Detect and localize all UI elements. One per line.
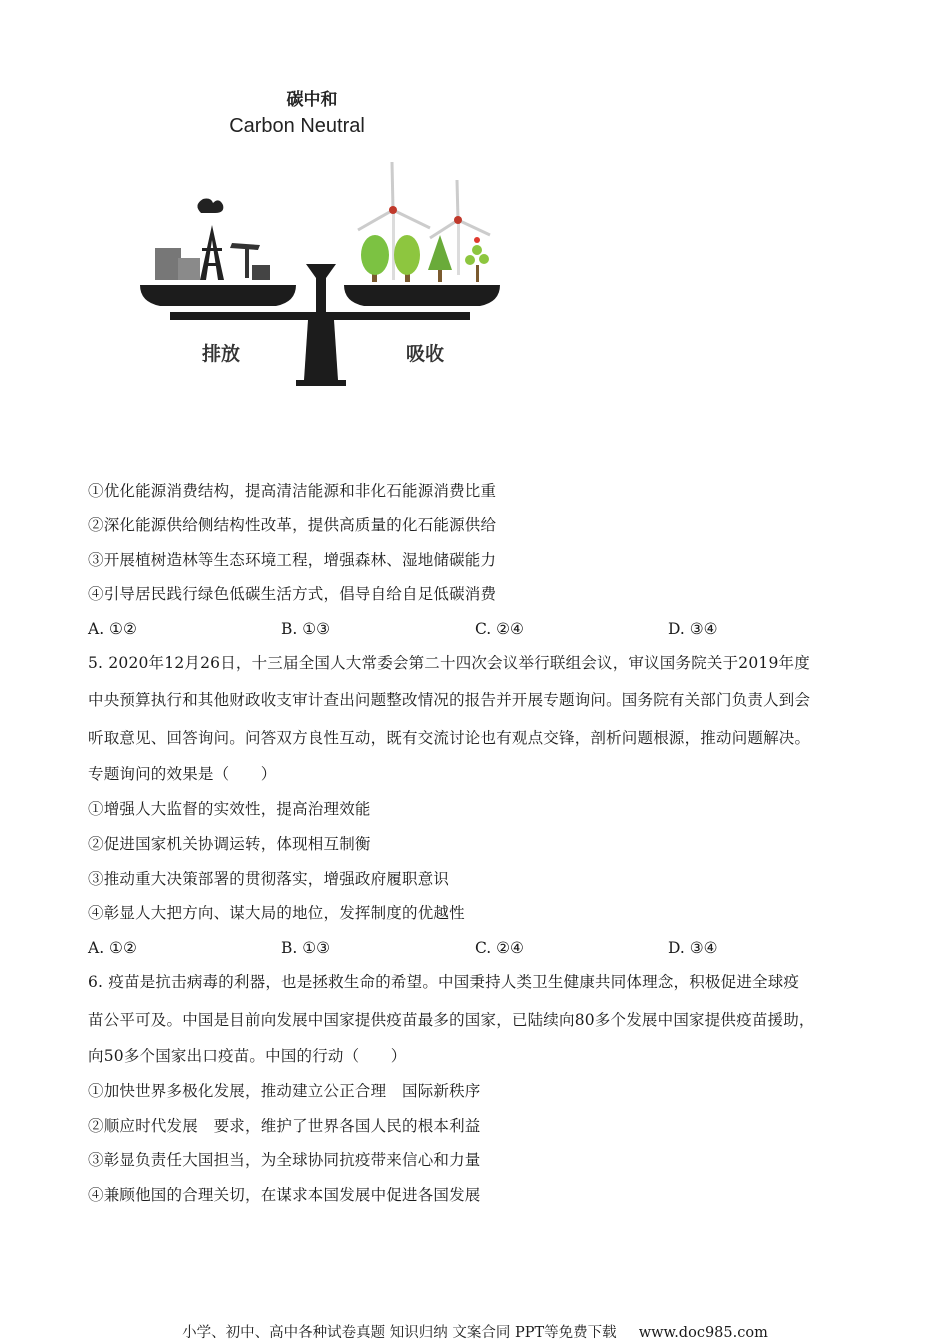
statement-item: ③推动重大决策部署的贯彻落实，增强政府履职意识 — [88, 870, 450, 888]
choice-a: A. ①② — [88, 620, 137, 638]
statement-item: ③开展植树造林等生态环境工程，增强森林、湿地储碳能力 — [88, 551, 497, 569]
question-5-stem: 5. 2020年12月26日，十三届全国人大常委会第二十四次会议举行联组会议，审议国务院关于2019年度 — [88, 654, 810, 672]
choice-d: D. ③④ — [668, 939, 718, 957]
choice-b: B. ①③ — [281, 939, 331, 957]
footer-text: 小学、初中、高中各种试卷真题 知识归纳 文案合同 PPT等免费下载 — [182, 1325, 617, 1341]
choice-b: B. ①③ — [281, 620, 331, 638]
statement-item: ①增强人大监督的实效性，提高治理效能 — [88, 800, 371, 818]
question-5-stem: 专题询问的效果是（ ） — [88, 765, 277, 783]
figure-title-en: Carbon Neutral — [229, 115, 365, 137]
trees-icon — [361, 235, 489, 282]
choice-d: D. ③④ — [668, 620, 718, 638]
statement-item: ①加快世界多极化发展，推动建立公正合理 国际新秩序 — [88, 1082, 481, 1100]
question-5-stem: 听取意见、回答询问。问答双方良性互动，既有交流讨论也有观点交锋，剖析问题根源，推动问题解决。 — [88, 729, 811, 747]
balance-scale-icon — [140, 264, 500, 386]
question-5-stem: 中央预算执行和其他财政收支审计查出问题整改情况的报告并开展专题询问。国务院有关部门负责人到会 — [88, 691, 811, 709]
statement-item: ①优化能源消费结构，提高清洁能源和非化石能源消费比重 — [88, 482, 497, 500]
footer-url[interactable]: www.doc985.com — [638, 1325, 768, 1341]
page-footer — [0, 1324, 950, 1342]
choice-c: C. ②④ — [475, 939, 524, 957]
answer-choices — [88, 619, 788, 639]
choice-a: A. ①② — [88, 939, 137, 957]
figure-title-cn: 碳中和 — [286, 90, 338, 109]
factory-emissions-icon — [155, 199, 270, 281]
question-6-stem: 苗公平可及。中国是目前向发展中国家提供疫苗最多的国家，已陆续向80多个发展中国家提供疫苗援助， — [88, 1011, 815, 1029]
figure-label-emission: 排放 — [201, 344, 241, 365]
statement-item: ②顺应时代发展 要求，维护了世界各国人民的根本利益 — [88, 1117, 481, 1135]
choice-c: C. ②④ — [475, 620, 524, 638]
statement-item: ②促进国家机关协调运转，体现相互制衡 — [88, 835, 371, 853]
statement-item: ④兼顾他国的合理关切，在谋求本国发展中促进各国发展 — [88, 1186, 481, 1204]
figure-label-absorption: 吸收 — [405, 344, 445, 365]
statement-item: ②深化能源供给侧结构性改革，提供高质量的化石能源供给 — [88, 516, 497, 534]
carbon-neutral-balance-figure — [100, 80, 560, 400]
question-6-stem: 向50多个国家出口疫苗。中国的行动（ ） — [88, 1047, 407, 1065]
statement-item: ④引导居民践行绿色低碳生活方式，倡导自给自足低碳消费 — [88, 585, 497, 603]
question-6-stem: 6. 疫苗是抗击病毒的利器，也是拯救生命的希望。中国秉持人类卫生健康共同体理念，积极促进全球疫 — [88, 973, 800, 991]
statement-item: ③彰显负责任大国担当，为全球协同抗疫带来信心和力量 — [88, 1151, 481, 1169]
statement-item: ④彰显人大把方向、谋大局的地位，发挥制度的优越性 — [88, 904, 465, 922]
answer-choices — [88, 938, 788, 958]
